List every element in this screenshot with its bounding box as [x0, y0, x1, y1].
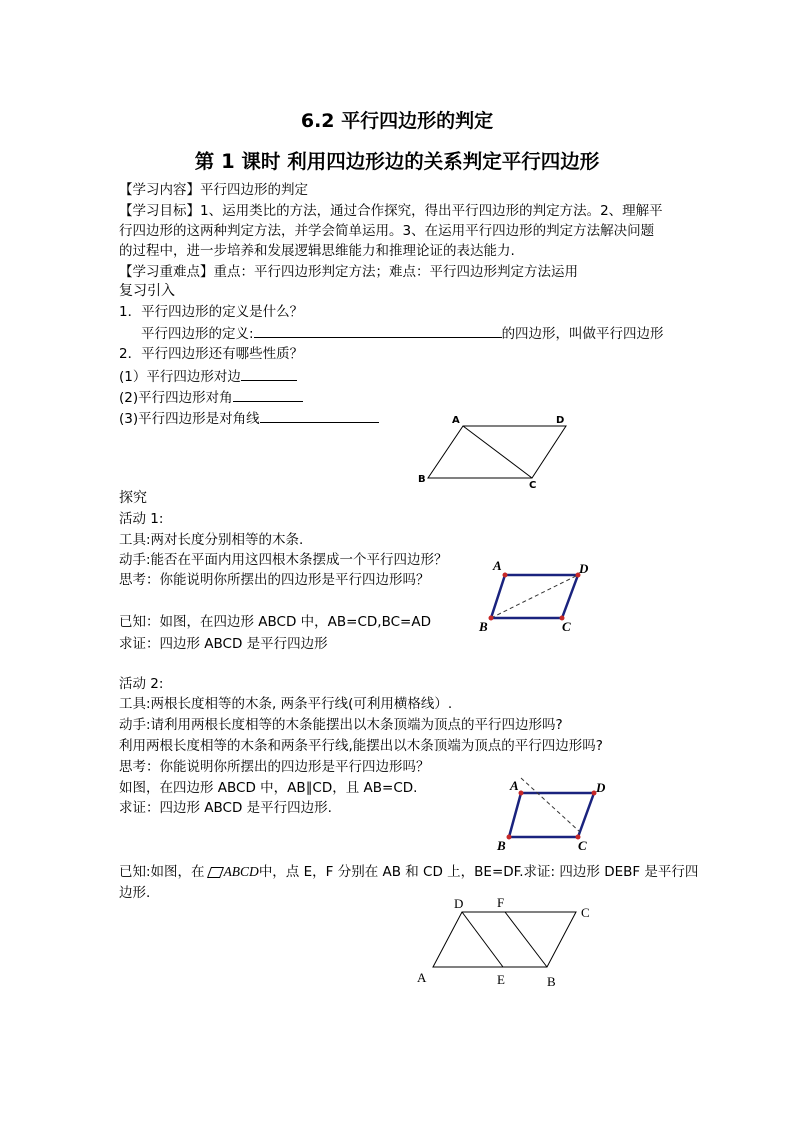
activity-1-label-b: B: [479, 619, 488, 634]
activity-2-dashed-line: [521, 778, 580, 832]
activity-1-point-b: [489, 616, 494, 621]
exercise-line-1-c: 中，点 E，F 分别在 AB 和 CD 上，BE=DF.求证: 四边形 DEBF 是平行四: [258, 864, 699, 880]
activity-2-figure: [496, 778, 606, 853]
exercise-label-b: B: [547, 974, 556, 989]
exercise-line-2: 边形.: [119, 885, 151, 901]
property-3-label: (3)平行四边形是对角线: [119, 411, 260, 427]
exercise-label-f: F: [497, 895, 505, 910]
explore-heading: 探究: [119, 490, 147, 506]
exercise-segment-fb: [505, 912, 547, 967]
exercise-segment-de: [462, 912, 503, 967]
learning-goals-line-1: 【学习目标】1、运用类比的方法，通过合作探究，得出平行四边形的判定方法。2、理解平: [119, 203, 663, 219]
activity-1-tools: 工具:两对长度分别相等的木条.: [119, 532, 304, 548]
activity-1-label-d: D: [579, 561, 589, 576]
activity-2-label-b: B: [497, 838, 506, 853]
activity-2-prove: 求证：四边形 ABCD 是平行四边形.: [119, 800, 332, 816]
definition-prefix: 平行四边形的定义:: [141, 326, 254, 342]
activity-2-parallelogram: [509, 793, 594, 837]
activity-2-point-a: [519, 791, 524, 796]
review-heading: 复习引入: [119, 283, 175, 299]
review-label-b: B: [418, 474, 426, 485]
activity-2-tools: 工具:两根长度相等的木条, 两条平行线(可利用横格线）.: [119, 696, 453, 712]
exercise-label-e: E: [497, 972, 505, 987]
activity-2-hands-on: 动手:请利用两根长度相等的木条能摆出以木条顶端为顶点的平行四边形吗?: [119, 717, 563, 733]
exercise-line-1-b: ABCD: [223, 864, 259, 879]
review-question-2: 2．平行四边形还有哪些性质？: [119, 346, 304, 362]
activity-1-given: 已知：如图，在四边形 ABCD 中，AB=CD,BC=AD: [119, 614, 431, 630]
activity-1-think: 思考：你能说明你所摆出的四边形是平行四边形吗？: [119, 572, 430, 588]
activity-1-title: 活动 1:: [119, 511, 164, 527]
exercise-line-1-a: 已知:如图，在: [119, 864, 205, 880]
exercise-figure: [417, 895, 590, 989]
page-title: 6.2 平行四边形的判定: [300, 110, 494, 132]
activity-1-label-a: A: [493, 558, 502, 573]
activity-2-point-b: [507, 835, 512, 840]
activity-1-label-c: C: [562, 619, 571, 634]
property-2-label: (2)平行四边形对角: [119, 390, 233, 406]
exercise-label-c: C: [581, 905, 590, 920]
review-parallelogram-figure: [418, 415, 566, 491]
activity-2-title: 活动 2:: [119, 676, 164, 692]
definition-suffix: 的四边形，叫做平行四边形: [501, 326, 664, 342]
learning-goals-line-3: 的过程中，进一步培养和发展逻辑思维能力和推理论证的表达能力.: [119, 243, 515, 259]
review-question-1: 1．平行四边形的定义是什么？: [119, 304, 304, 320]
exercise-label-d: D: [454, 896, 464, 911]
activity-2-label-c: C: [578, 838, 587, 853]
review-label-d: D: [556, 415, 565, 426]
activity-1-prove: 求证：四边形 ABCD 是平行四边形: [119, 636, 328, 652]
exercise-parallelogram: [433, 912, 576, 967]
activity-2-given: 如图，在四边形 ABCD 中，AB∥CD，且 AB=CD.: [119, 780, 418, 796]
activity-2-label-a: A: [510, 778, 519, 793]
review-diagonal-ac: [463, 426, 532, 478]
review-label-c: C: [529, 480, 537, 491]
key-points: 【学习重难点】重点：平行四边形判定方法；难点：平行四边形判定方法运用: [119, 264, 578, 280]
property-1-label: (1）平行四边形对边: [119, 369, 241, 385]
activity-2-hands-on-2: 利用两根长度相等的木条和两条平行线,能摆出以木条顶端为顶点的平行四边形吗?: [119, 738, 603, 754]
review-label-a: A: [452, 415, 460, 426]
activity-1-point-a: [503, 573, 508, 578]
page-subtitle: 第 1 课时 利用四边形边的关系判定平行四边形: [194, 150, 600, 173]
learning-goals-line-2: 行四边形的这两种判定方法，并学会简单运用。3、在运用平行四边形的判定方法解决问题: [119, 223, 655, 239]
learning-content: 【学习内容】平行四边形的判定: [119, 182, 308, 198]
activity-1-figure: [478, 558, 589, 634]
activity-1-hands-on: 动手:能否在平面内用这四根木条摆成一个平行四边形？: [119, 552, 448, 568]
activity-2-think: 思考：你能说明你所摆出的四边形是平行四边形吗？: [119, 759, 430, 775]
exercise-label-a: A: [417, 970, 427, 985]
activity-2-label-d: D: [596, 780, 606, 795]
